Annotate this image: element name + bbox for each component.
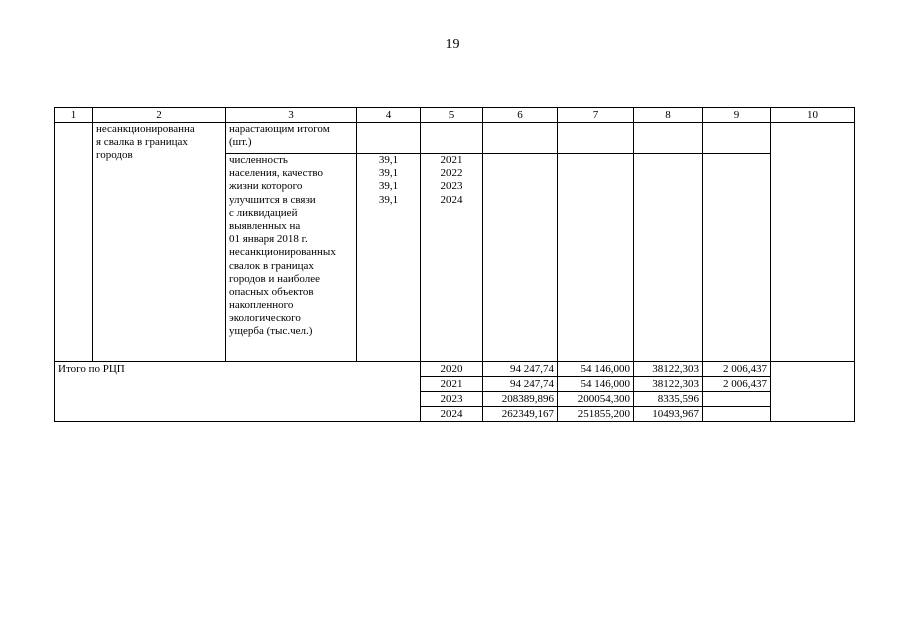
total-c7: 54 146,000 — [558, 377, 634, 392]
header-cell-10: 10 — [771, 108, 855, 123]
cell-col10 — [771, 123, 855, 362]
total-c9: 2 006,437 — [703, 362, 771, 377]
total-c10 — [771, 407, 855, 422]
header-cell-8: 8 — [634, 108, 703, 123]
total-row — [55, 362, 855, 377]
total-year: 2020 — [421, 362, 483, 377]
program-table — [54, 107, 855, 422]
total-year: 2021 — [421, 377, 483, 392]
header-row — [55, 108, 855, 123]
header-cell-6: 6 — [483, 108, 558, 123]
cell-value-empty — [357, 123, 421, 154]
total-c9 — [703, 407, 771, 422]
header-cell-1: 1 — [55, 108, 93, 123]
cell-object-name: несанкционированна я свалка в границах городов — [93, 123, 226, 362]
total-year: 2023 — [421, 392, 483, 407]
total-year: 2024 — [421, 407, 483, 422]
total-c8: 38122,303 — [634, 362, 703, 377]
total-c7: 54 146,000 — [558, 362, 634, 377]
total-label: Итого по РЦП — [55, 362, 421, 422]
total-c10 — [771, 392, 855, 407]
total-c10 — [771, 377, 855, 392]
cell-indicator-1: нарастающим итогом (шт.) — [226, 123, 357, 154]
total-c6: 262349,167 — [483, 407, 558, 422]
total-c9: 2 006,437 — [703, 377, 771, 392]
header-cell-5: 5 — [421, 108, 483, 123]
cell-number — [55, 123, 93, 362]
total-c8: 8335,596 — [634, 392, 703, 407]
total-c10 — [771, 362, 855, 377]
header-cell-4: 4 — [357, 108, 421, 123]
header-cell-2: 2 — [93, 108, 226, 123]
header-cell-3: 3 — [226, 108, 357, 123]
table-row — [55, 123, 855, 154]
total-c6: 208389,896 — [483, 392, 558, 407]
total-c9 — [703, 392, 771, 407]
total-c8: 38122,303 — [634, 377, 703, 392]
header-cell-7: 7 — [558, 108, 634, 123]
total-c7: 251855,200 — [558, 407, 634, 422]
cell-years: 2021 2022 2023 2024 — [421, 154, 483, 362]
page-number: 19 — [445, 37, 460, 52]
header-cell-9: 9 — [703, 108, 771, 123]
cell-year-empty — [421, 123, 483, 154]
total-c7: 200054,300 — [558, 392, 634, 407]
total-c6: 94 247,74 — [483, 362, 558, 377]
cell-indicator-2: численность населения, качество жизни которого улучшится в связи с ликвидацией выявленных на 01 января 2018 г. несанкционированных свалок в границах городов и наиболее опасных объектов накопленного экологического ущерба (тыс.чел.) — [226, 154, 357, 362]
total-c8: 10493,967 — [634, 407, 703, 422]
total-c6: 94 247,74 — [483, 377, 558, 392]
cell-values: 39,1 39,1 39,1 39,1 — [357, 154, 421, 362]
